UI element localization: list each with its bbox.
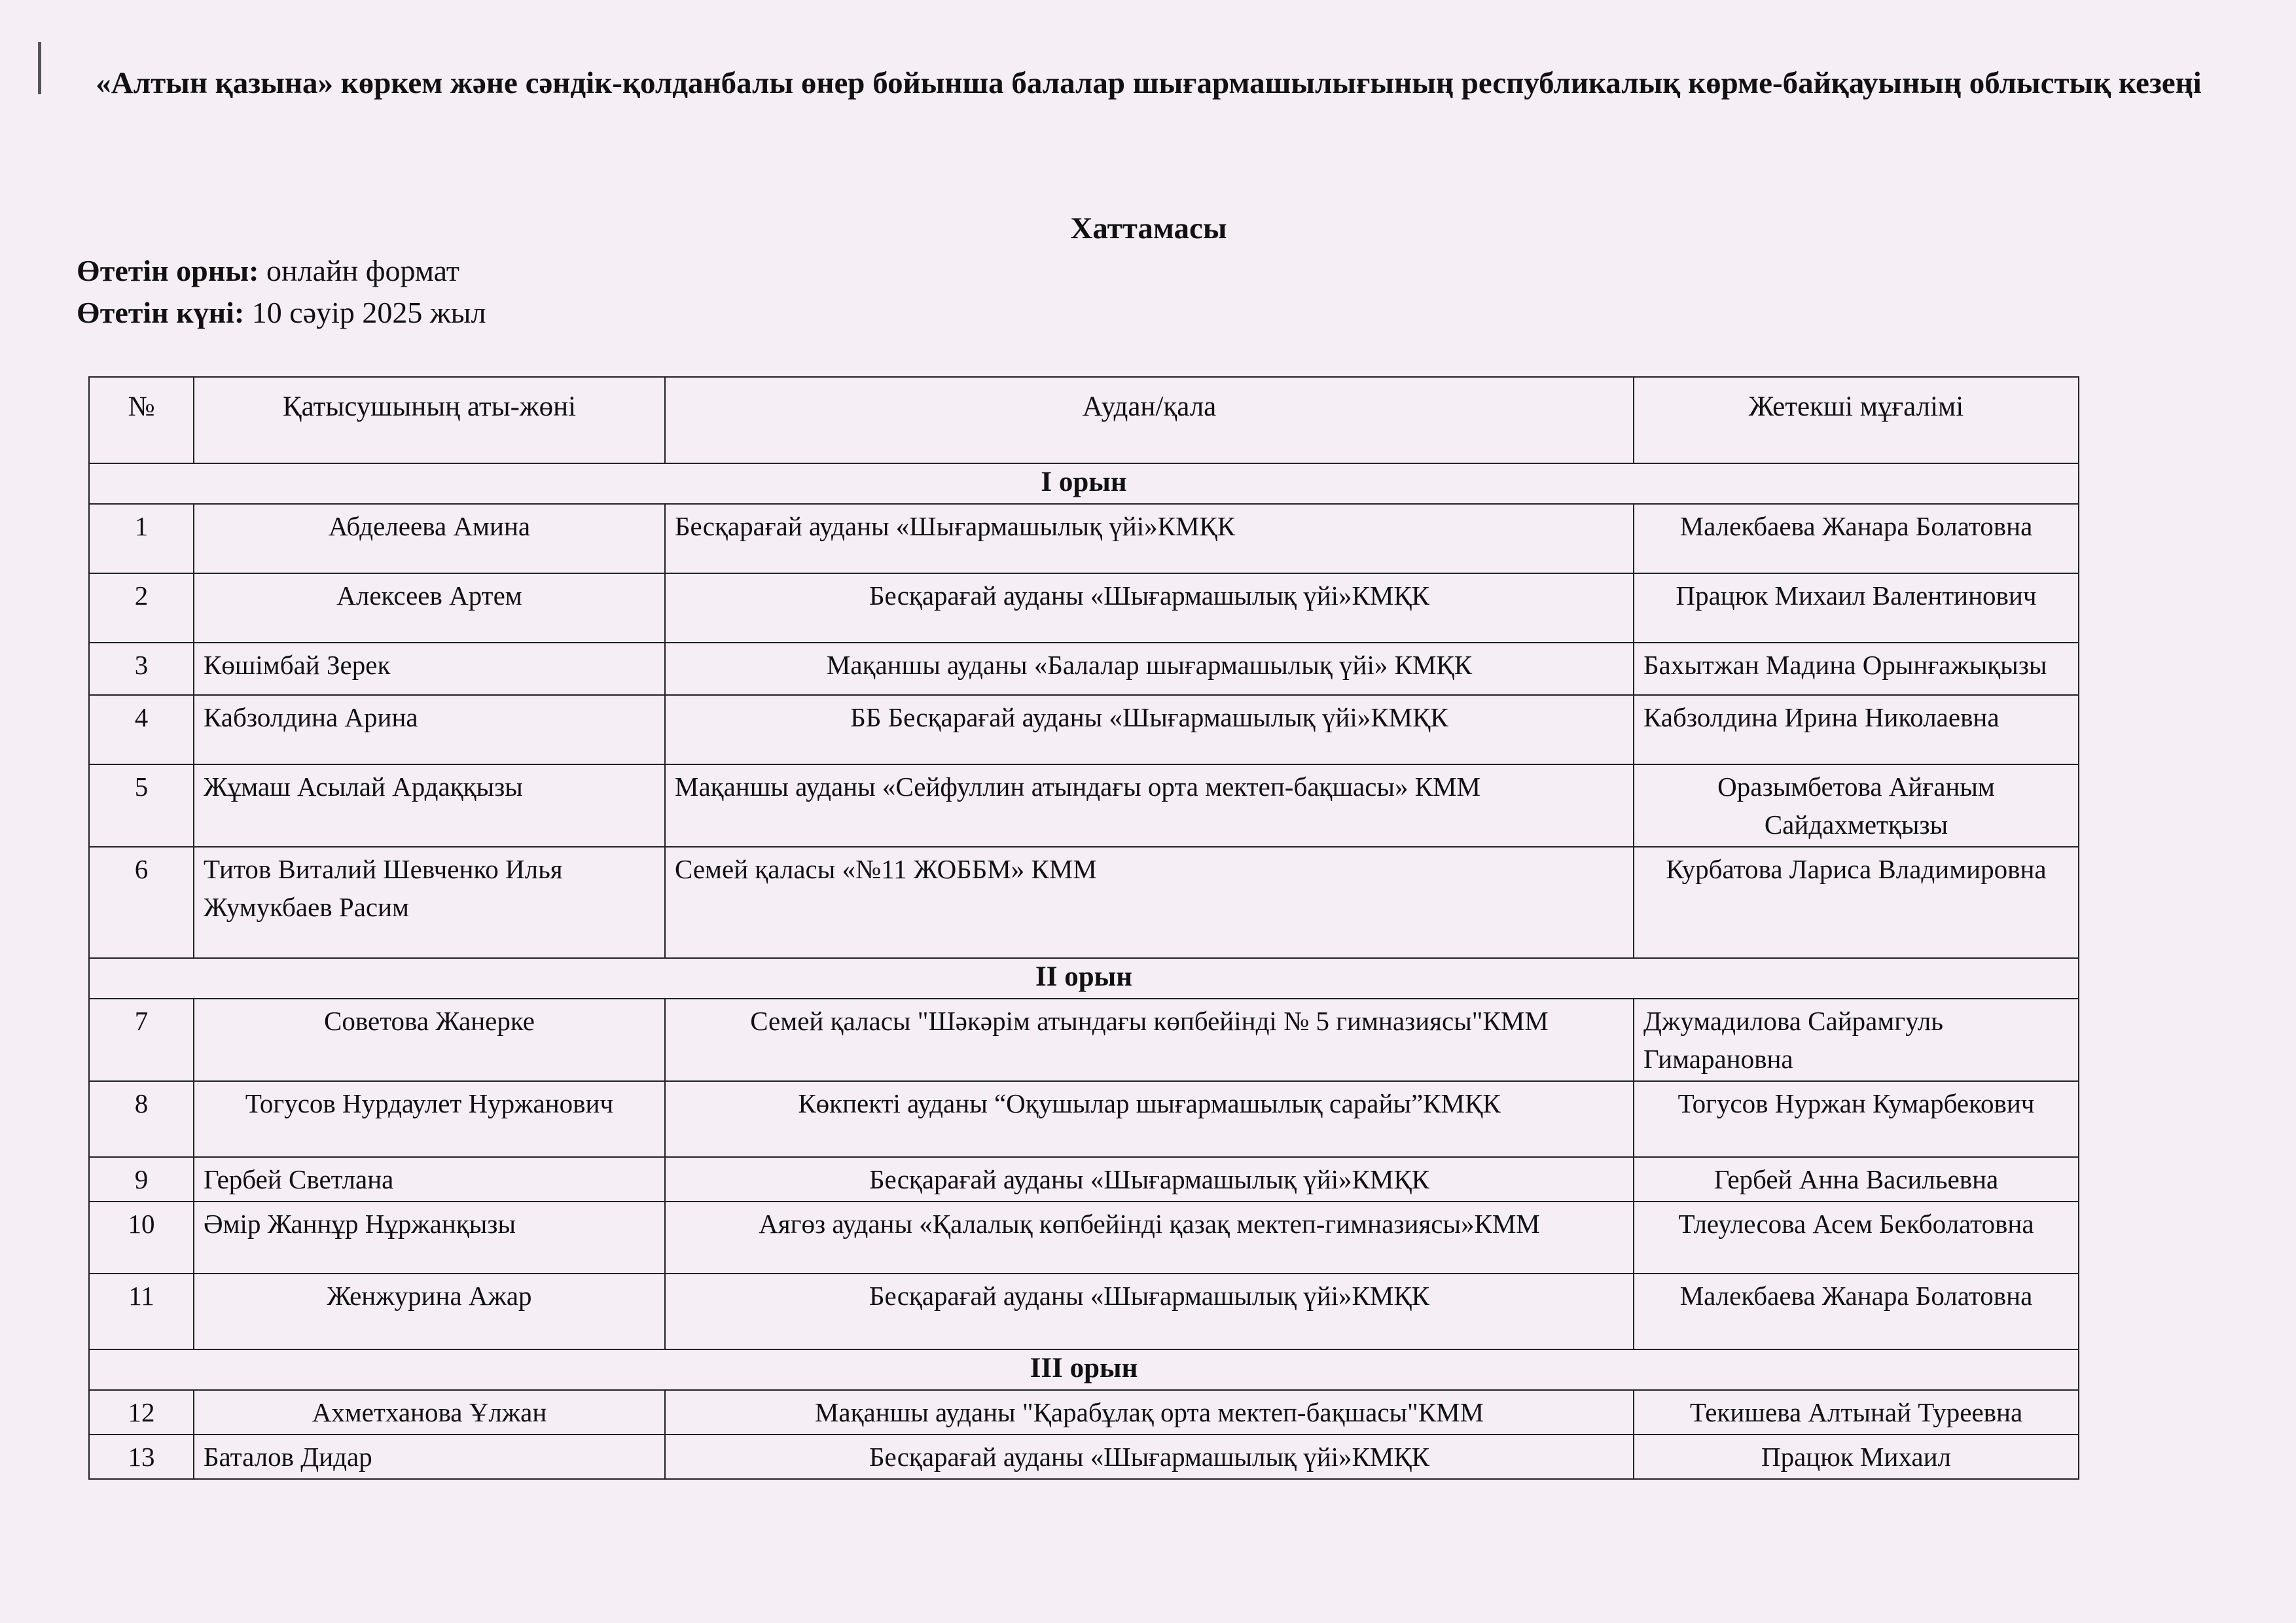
cell-teacher: Кабзолдина Ирина Николаевна — [1634, 695, 2079, 764]
cell-teacher: Працюк Михаил Валентинович — [1634, 573, 2079, 643]
cell-participant: Жұмаш Асылай Ардаққызы — [194, 764, 665, 847]
cell-participant: Гербей Светлана — [194, 1157, 665, 1202]
cell-number: 11 — [89, 1274, 194, 1349]
cell-district: Семей қаласы «№11 ЖОББМ» КММ — [665, 847, 1634, 958]
cell-teacher: Курбатова Лариса Владимировна — [1634, 847, 2079, 958]
cell-number: 4 — [89, 695, 194, 764]
cell-district: Бесқарағай ауданы «Шығармашылық үйі»КМҚК — [665, 573, 1634, 643]
section-row — [89, 463, 2079, 504]
header-number: № — [89, 377, 194, 463]
cell-teacher: Оразымбетова Айғаным Сайдахметқызы — [1634, 764, 2079, 847]
cell-district: Семей қаласы "Шәкәрім атындағы көпбейінді № 5 гимназиясы"КММ — [665, 999, 1634, 1081]
table-row — [89, 573, 2079, 643]
cell-participant: Женжурина Ажар — [194, 1274, 665, 1349]
section-title: III орын — [89, 1349, 2079, 1390]
cell-district: Бесқарағай ауданы «Шығармашылық үйі»КМҚК — [665, 1435, 1634, 1479]
margin-mark — [38, 42, 41, 94]
section-row — [89, 1349, 2079, 1390]
cell-participant: Кабзолдина Арина — [194, 695, 665, 764]
table-row — [89, 1390, 2079, 1435]
cell-district: Аягөз ауданы «Қалалық көпбейінді қазақ мектеп-гимназиясы»КММ — [665, 1202, 1634, 1274]
table-row — [89, 1435, 2079, 1479]
cell-teacher: Малекбаева Жанара Болатовна — [1634, 504, 2079, 573]
document-title: «Алтын қазына» көркем және сәндік-қолданбалы өнер бойынша балалар шығармашылығының республикалық көрме-байқауының облыстық кезеңі — [96, 66, 2202, 100]
cell-number: 12 — [89, 1390, 194, 1435]
cell-participant: Советова Жанерке — [194, 999, 665, 1081]
results-table — [88, 376, 2079, 1480]
cell-number: 7 — [89, 999, 194, 1081]
place-value: онлайн формат — [259, 254, 459, 287]
cell-participant: Тогусов Нурдаулет Нуржанович — [194, 1081, 665, 1157]
cell-district: Мақаншы ауданы «Сейфуллин атындағы орта мектеп-бақшасы» КММ — [665, 764, 1634, 847]
cell-teacher: Текишева Алтынай Туреевна — [1634, 1390, 2079, 1435]
cell-number: 8 — [89, 1081, 194, 1157]
cell-participant: Абделеева Амина — [194, 504, 665, 573]
table-row — [89, 999, 2079, 1081]
cell-district: ББ Бесқарағай ауданы «Шығармашылық үйі»КМҚК — [665, 695, 1634, 764]
table-row — [89, 1157, 2079, 1202]
date-value: 10 сәуір 2025 жыл — [244, 296, 486, 329]
table-row — [89, 1274, 2079, 1349]
cell-district: Көкпекті ауданы “Оқушылар шығармашылық сарайы”КМҚК — [665, 1081, 1634, 1157]
table-row — [89, 847, 2079, 958]
cell-teacher: Джумадилова Сайрамгуль Гимарановна — [1634, 999, 2079, 1081]
table-row — [89, 1081, 2079, 1157]
cell-participant: Алексеев Артем — [194, 573, 665, 643]
header-district: Аудан/қала — [665, 377, 1634, 463]
meta-place — [77, 253, 459, 289]
place-label: Өтетін орны: — [77, 254, 259, 287]
cell-number: 10 — [89, 1202, 194, 1274]
cell-number: 2 — [89, 573, 194, 643]
cell-participant: Әмір Жаннұр Нұржанқызы — [194, 1202, 665, 1274]
section-row — [89, 958, 2079, 999]
cell-district: Бесқарағай ауданы «Шығармашылық үйі»КМҚК — [665, 1157, 1634, 1202]
cell-district: Мақаншы ауданы "Қарабұлақ орта мектеп-бақшасы"КММ — [665, 1390, 1634, 1435]
table-header-row — [89, 377, 2079, 463]
cell-teacher: Тлеулесова Асем Бекболатовна — [1634, 1202, 2079, 1274]
cell-number: 3 — [89, 643, 194, 695]
cell-number: 13 — [89, 1435, 194, 1479]
cell-participant: Ахметханова Ұлжан — [194, 1390, 665, 1435]
table-row — [89, 1202, 2079, 1274]
cell-participant: Баталов Дидар — [194, 1435, 665, 1479]
table-row — [89, 643, 2079, 695]
cell-number: 1 — [89, 504, 194, 573]
cell-teacher: Малекбаева Жанара Болатовна — [1634, 1274, 2079, 1349]
cell-district: Бесқарағай ауданы «Шығармашылық үйі»КМҚК — [665, 504, 1634, 573]
cell-number: 6 — [89, 847, 194, 958]
meta-date — [77, 294, 486, 331]
cell-district: Мақаншы ауданы «Балалар шығармашылық үйі» КМҚК — [665, 643, 1634, 695]
cell-participant: Титов Виталий Шевченко Илья Жумукбаев Расим — [194, 847, 665, 958]
table-row — [89, 504, 2079, 573]
table-row — [89, 695, 2079, 764]
header-participant: Қатысушының аты-жөні — [194, 377, 665, 463]
section-title: I орын — [89, 463, 2079, 504]
cell-teacher: Працюк Михаил — [1634, 1435, 2079, 1479]
cell-number: 9 — [89, 1157, 194, 1202]
document-subtitle: Хаттамасы — [1070, 211, 1227, 245]
cell-district: Бесқарағай ауданы «Шығармашылық үйі»КМҚК — [665, 1274, 1634, 1349]
cell-teacher: Тогусов Нуржан Кумарбекович — [1634, 1081, 2079, 1157]
header-teacher: Жетекші мұғалімі — [1634, 377, 2079, 463]
cell-participant: Көшімбай Зерек — [194, 643, 665, 695]
cell-number: 5 — [89, 764, 194, 847]
section-title: II орын — [89, 958, 2079, 999]
date-label: Өтетін күні: — [77, 296, 245, 329]
cell-teacher: Бахытжан Мадина Орынғажықызы — [1634, 643, 2079, 695]
table-body — [89, 463, 2079, 1479]
cell-teacher: Гербей Анна Васильевна — [1634, 1157, 2079, 1202]
table-row — [89, 764, 2079, 847]
